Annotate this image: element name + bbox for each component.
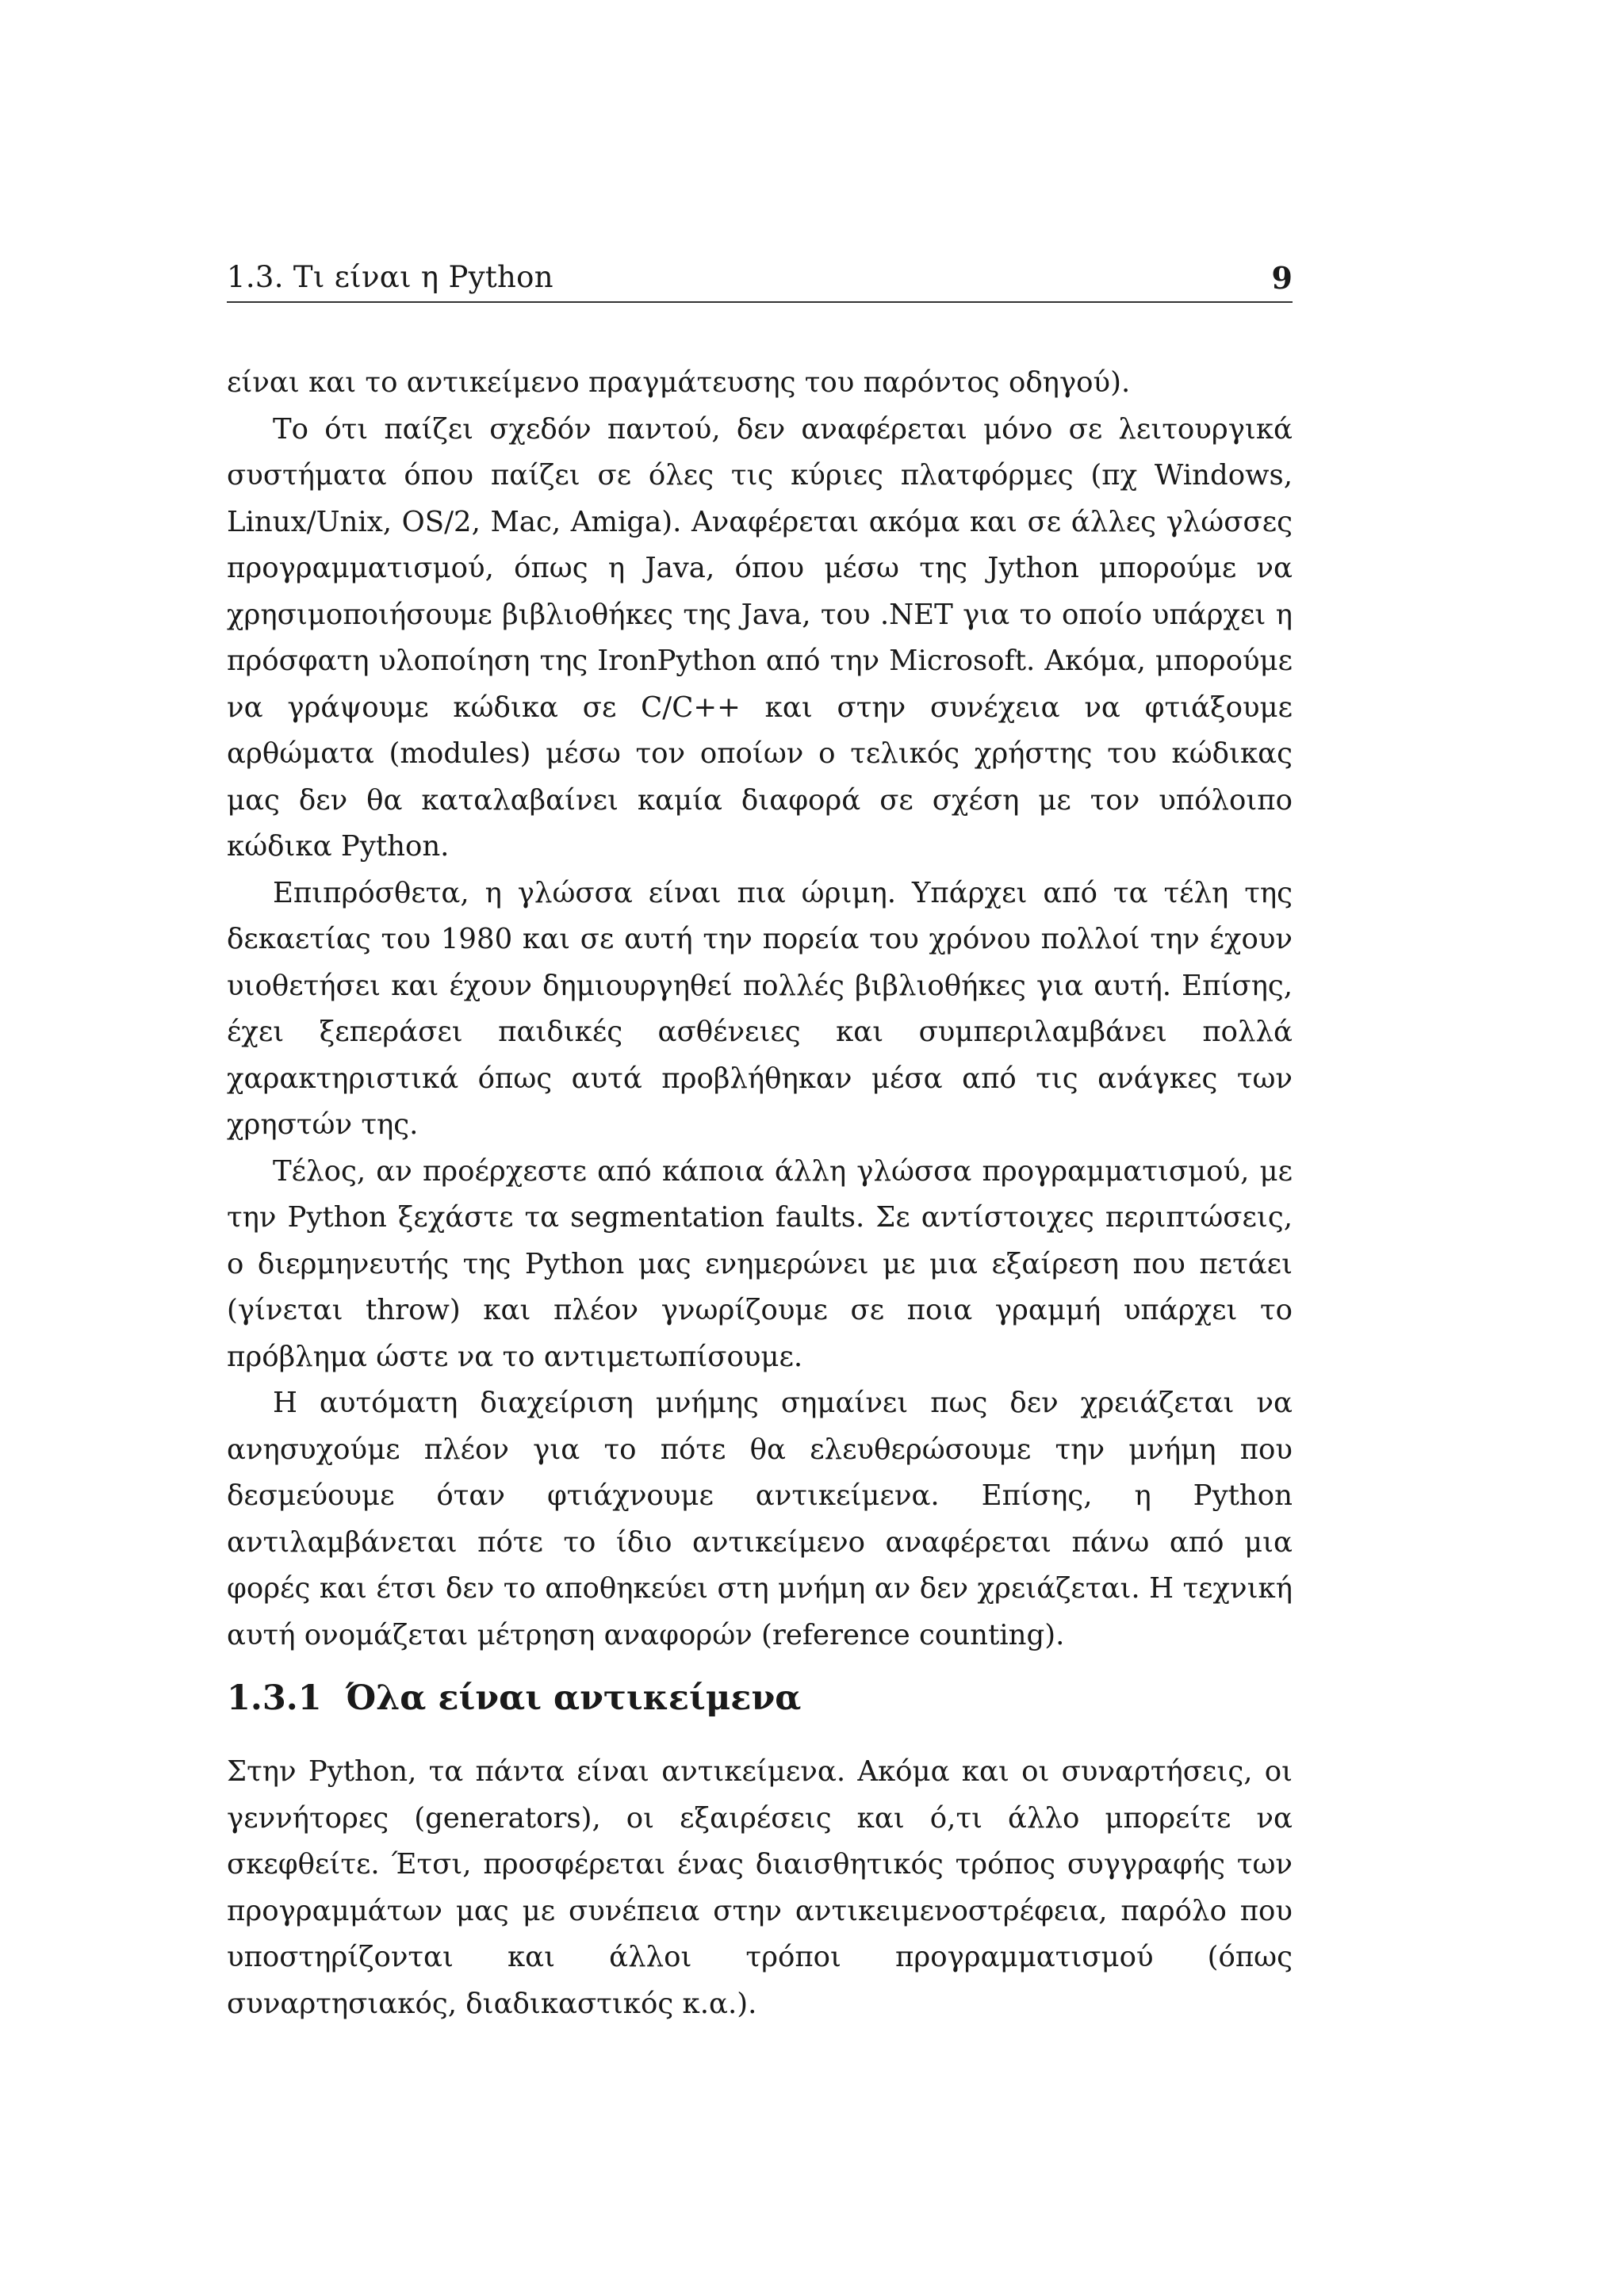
paragraph-continuation: είναι και το αντικείμενο πραγμάτευσης του παρόντος οδηγού).	[227, 366, 1131, 399]
paragraph-objects: Στην Python, τα πάντα είναι αντικείμενα. Ακόμα και οι συναρτήσεις, οι γεννήτορες (generators), οι εξαιρέσεις και ό,τι άλλο μπορείτε να σκεφθείτε. Έτσι, προσφέρεται ένας διαισθητικός τρόπος συγγραφής των προγραμμάτων μας με συνέπεια στην αντικειμενοστρέφεια, παρόλο που υποστηρίζονται και άλλοι τρόποι προγραμματισμού (όπως συναρτησιακός, διαδικαστικός κ.α.).	[227, 1755, 1293, 2020]
paragraph-segfaults: Τέλος, αν προέρχεστε από κάποια άλλη γλώσσα προγραμματισμού, με την Python ξεχάστε τα segmentation faults. Σε αντίστοιχες περιπτώσεις, ο διερμηνευτής της Python μας ενημερώνει με μια εξαίρεση που πετάει (γίνεται throw) και πλέον γνωρίζουμε σε ποια γραμμή υπάρχει το πρόβλημα ώστε να το αντιμετωπίσουμε.	[227, 1154, 1293, 1373]
body-text	[227, 360, 1293, 1659]
paragraph-maturity: Επιπρόσθετα, η γλώσσα είναι πια ώριμη. Υπάρχει από τα τέλη της δεκαετίας του 1980 και σε αυτή την πορεία του χρόνου πολλοί την έχουν υιοθετήσει και έχουν δημιουργηθεί πολλές βιβλιοθήκες για αυτή. Επίσης, έχει ξεπεράσει παιδικές ασθένειες και συμπεριλαμβάνει πολλά χαρακτηριστικά όπως αυτά προβλήθηκαν μέσα από τις ανάγκες των χρηστών της.	[227, 876, 1293, 1141]
page-number: 9	[1271, 260, 1293, 296]
header-section-title: 1.3. Τι είναι η Python	[227, 260, 553, 294]
running-header	[227, 255, 1293, 303]
subsection-body	[227, 1749, 1293, 2027]
subsection-number: 1.3.1	[227, 1678, 322, 1718]
subsection-heading	[227, 1674, 1293, 1722]
subsection-title: Όλα είναι αντικείμενα	[346, 1678, 802, 1718]
paragraph-platforms: Το ότι παίζει σχεδόν παντού, δεν αναφέρεται μόνο σε λειτουργικά συστήματα όπου παίζει σε όλες τις κύριες πλατφόρμες (πχ Windows, Linux/Unix, OS/2, Mac, Amiga). Αναφέρεται ακόμα και σε άλλες γλώσσες προγραμματισμού, όπως η Java, όπου μέσω της Jython μπορούμε να χρησιμοποιήσουμε βιβλιοθήκες της Java, του .NET για το οποίο υπάρχει η πρόσφατη υλοποίηση της IronPython από την Microsoft. Ακόμα, μπορούμε να γράψουμε κώδικα σε C/C++ και στην συνέχεια να φτιάξουμε αρθώματα (modules) μέσω τον οποίων ο τελικός χρήστης του κώδικας μας δεν θα καταλαβαίνει καμία διαφορά σε σχέση με τον υπόλοιπο κώδικα Python.	[227, 412, 1293, 863]
paragraph-memory: Η αυτόματη διαχείριση μνήμης σημαίνει πως δεν χρειάζεται να ανησυχούμε πλέον για το πότε θα ελευθερώσουμε την μνήμη που δεσμεύουμε όταν φτιάχνουμε αντικείμενα. Επίσης, η Python αντιλαμβάνεται πότε το ίδιο αντικείμενο αναφέρεται πάνω από μια φορές και έτσι δεν το αποθηκεύει στη μνήμη αν δεν χρειάζεται. Η τεχνική αυτή ονομάζεται μέτρηση αναφορών (reference counting).	[227, 1387, 1293, 1651]
